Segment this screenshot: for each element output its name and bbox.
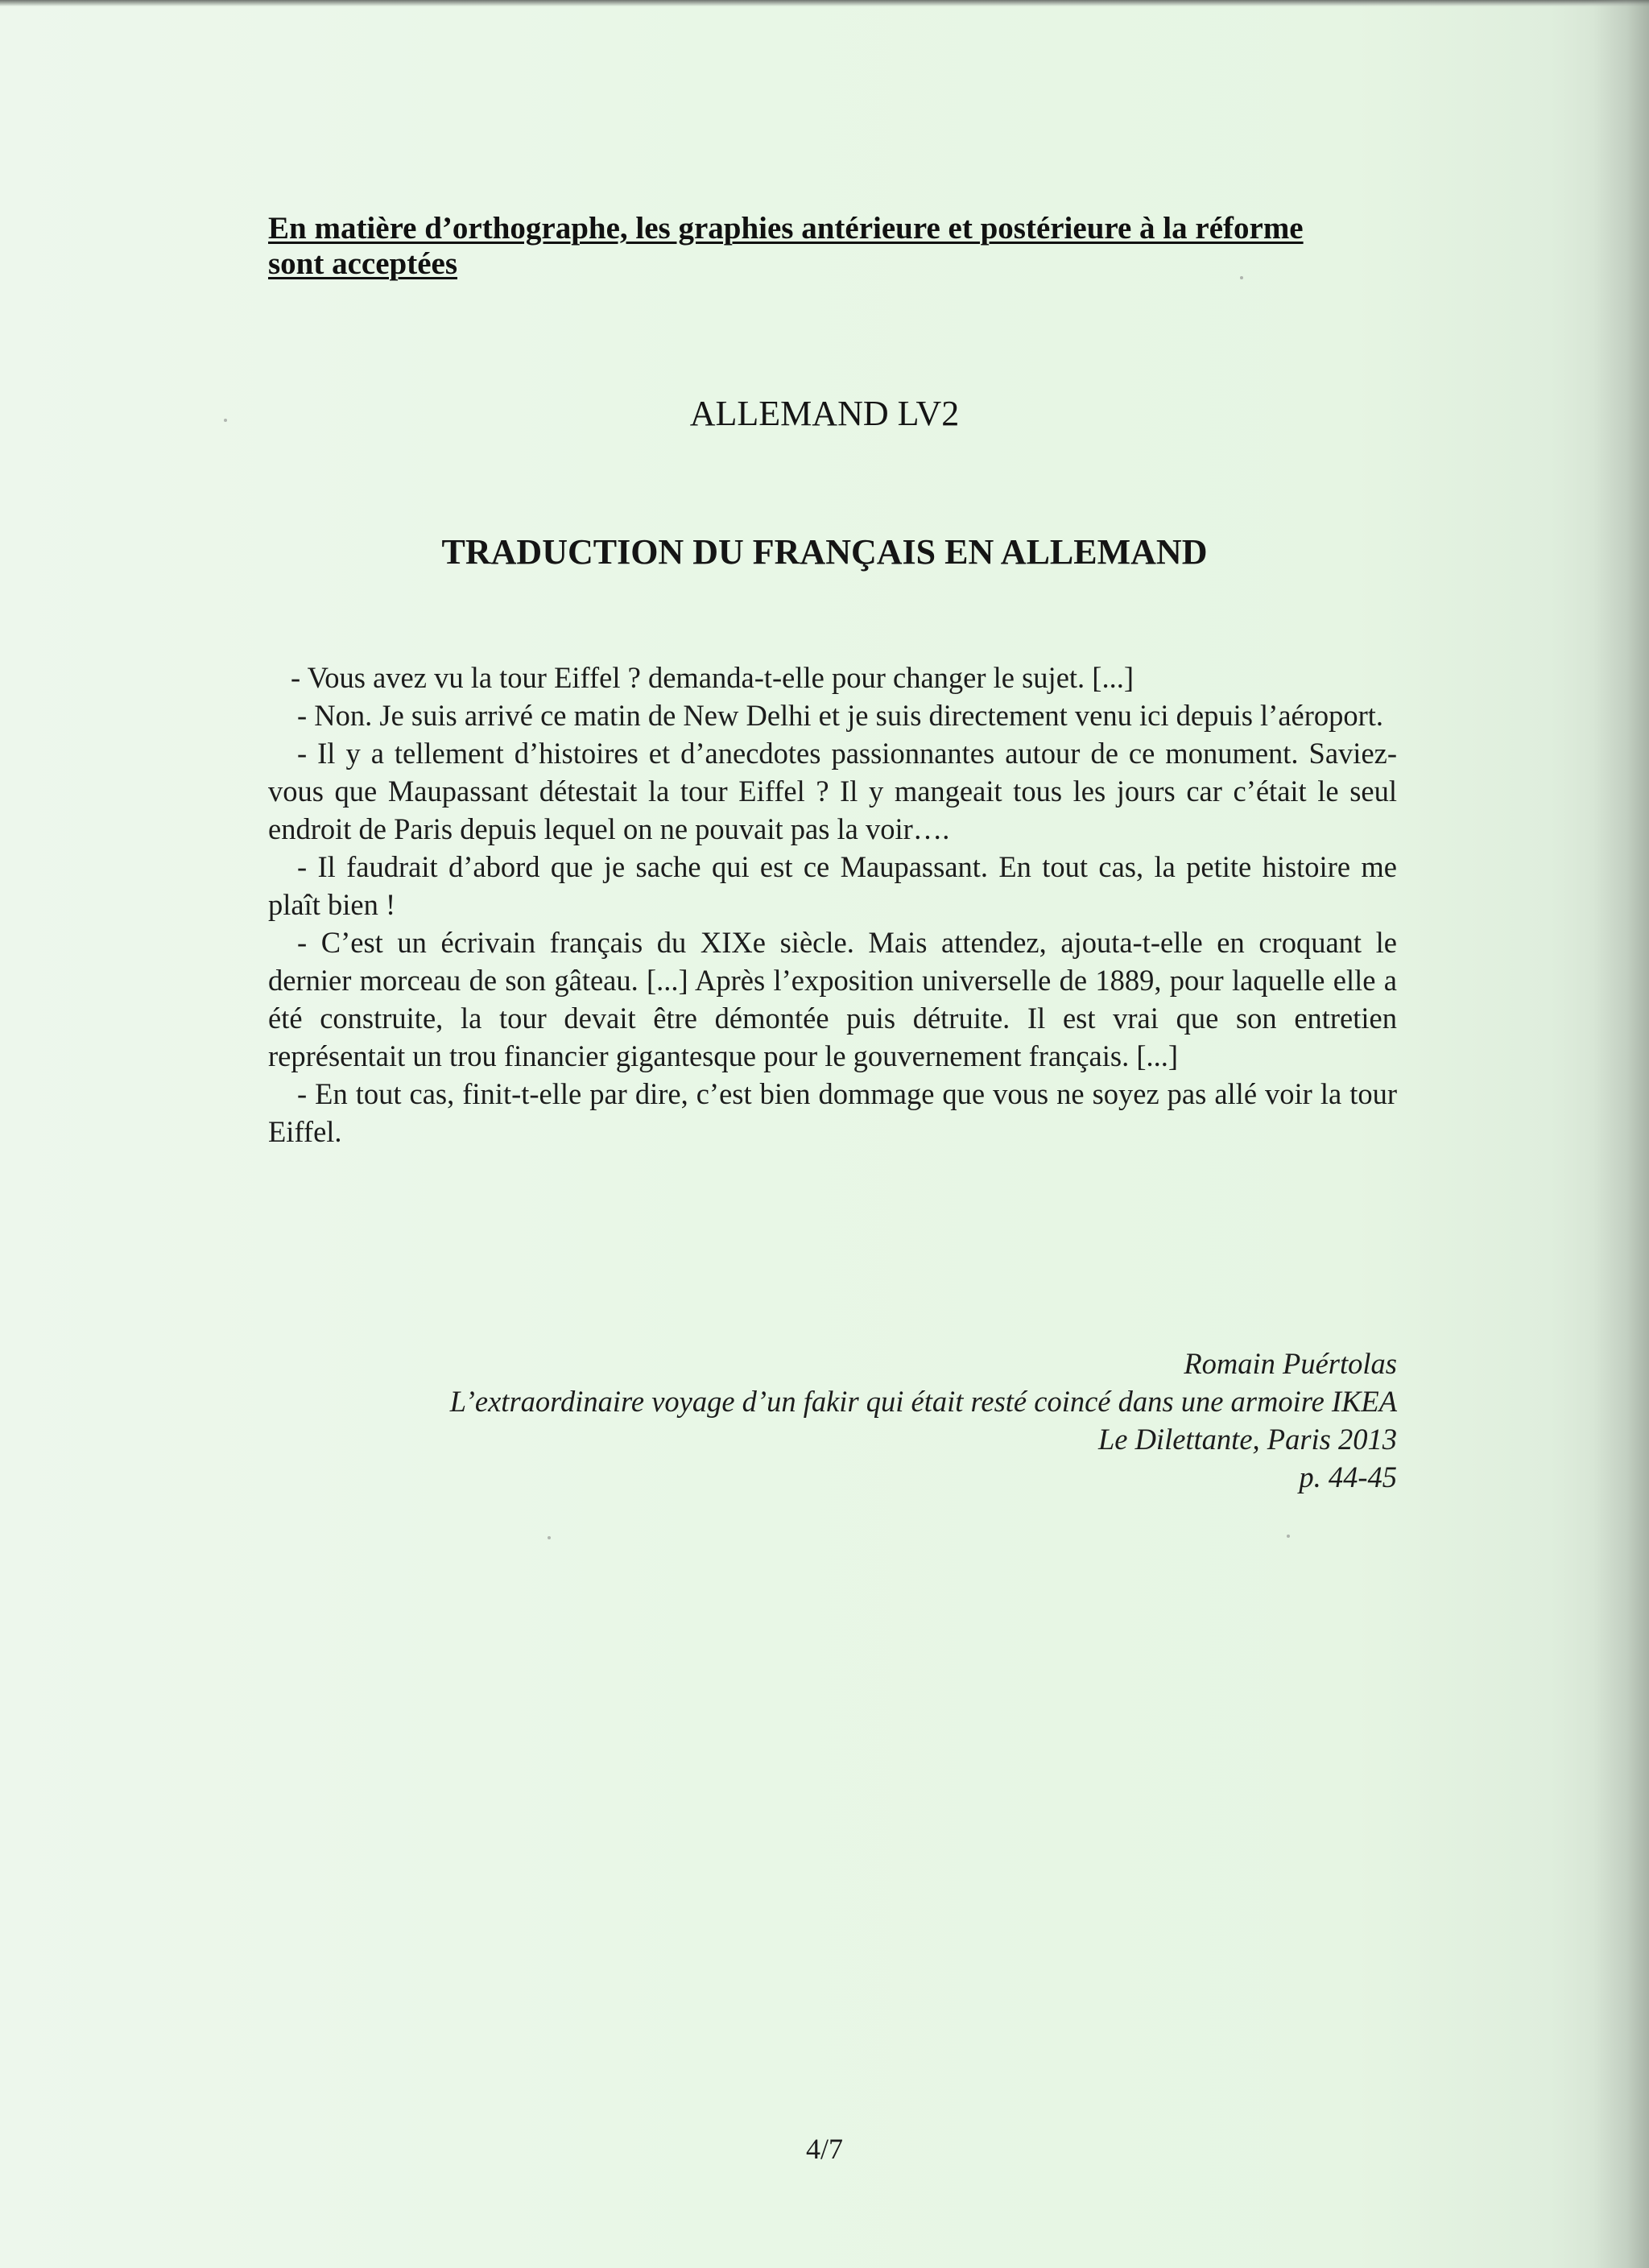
source-text xyxy=(268,659,1397,1151)
paragraph-2: - Non. Je suis arrivé ce matin de New Delhi et je suis directement venu ici depuis l’aéroport. xyxy=(297,699,1384,732)
scan-speck xyxy=(1240,276,1243,279)
citation-author: Romain Puértolas xyxy=(1184,1347,1397,1380)
citation xyxy=(268,1345,1397,1496)
paragraph-3: - Il y a tellement d’histoires et d’anecdotes passionnantes autour de ce monument. Saviez-vous que Maupassant détestait la tour Eiffel ? Il y mangeait tous les jours car c’était le seul endroit de Paris depuis lequel on ne pouvait pas la voir…. xyxy=(268,737,1397,845)
spelling-notice-line-2: sont acceptées xyxy=(268,246,458,281)
scan-top-edge xyxy=(0,0,1649,6)
page-number: 4/7 xyxy=(805,2133,843,2165)
spelling-notice-line-1: En matière d’orthographe, les graphies antérieure et postérieure à la réforme xyxy=(268,211,1304,246)
language-heading: ALLEMAND LV2 xyxy=(689,394,960,433)
paragraph-6: - En tout cas, finit-t-elle par dire, c’est bien dommage que vous ne soyez pas allé voir la tour Eiffel. xyxy=(268,1077,1397,1148)
scan-right-shadow xyxy=(1593,0,1649,2268)
paragraph-5: - C’est un écrivain français du XIXe siècle. Mais attendez, ajouta-t-elle en croquant le dernier morceau de son gâteau. [...] Après l’exposition universelle de 1889, pour laquelle elle a été construite, la tour devait être démontée puis détruite. Il est vrai que son entretien représentait un trou financier gigantesque pour le gouvernement français. [...] xyxy=(268,926,1397,1072)
task-heading: TRADUCTION DU FRANÇAIS EN ALLEMAND xyxy=(441,532,1208,572)
paragraph-1: - Vous avez vu la tour Eiffel ? demanda-t-elle pour changer le sujet. [...] xyxy=(291,661,1134,694)
scan-speck xyxy=(1287,1535,1290,1538)
scan-speck xyxy=(548,1536,551,1539)
citation-publisher: Le Dilettante, Paris 2013 xyxy=(1097,1423,1397,1456)
citation-title: L’extraordinaire voyage d’un fakir qui était resté coincé dans une armoire IKEA xyxy=(449,1385,1397,1418)
citation-pages: p. 44-45 xyxy=(1299,1460,1397,1493)
spelling-notice xyxy=(268,211,1363,282)
paragraph-4: - Il faudrait d’abord que je sache qui est ce Maupassant. En tout cas, la petite histoire me plaît bien ! xyxy=(268,850,1397,921)
scan-speck xyxy=(224,419,227,422)
